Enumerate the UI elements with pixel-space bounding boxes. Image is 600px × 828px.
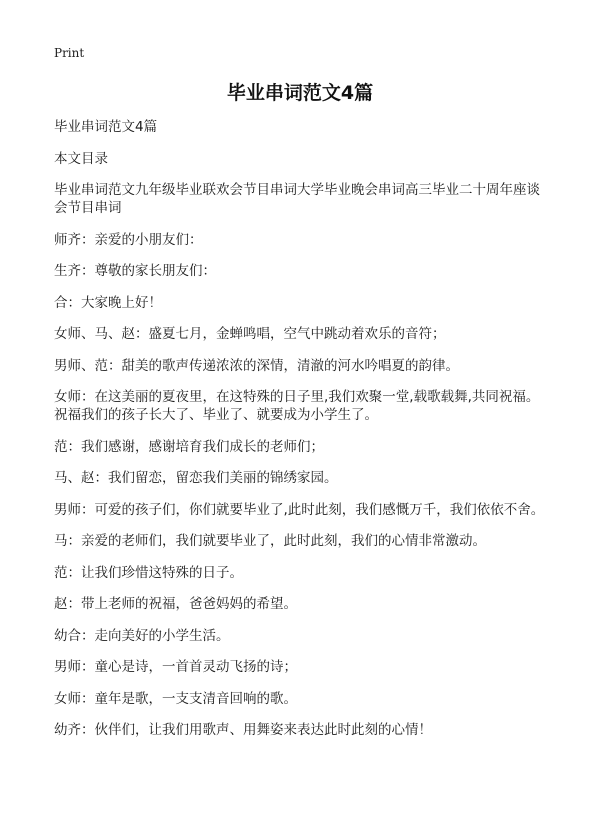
paragraph: 范：我们感谢，感谢培育我们成长的老师们； xyxy=(54,438,324,455)
paragraph: 女师、马、赵：盛夏七月，金蝉鸣唱，空气中跳动着欢乐的音符； xyxy=(54,326,446,342)
paragraph: 男师：可爱的孩子们，你们就要毕业了,此时此刻，我们感慨万千，我们依依不舍。 xyxy=(54,501,545,518)
document-title: 毕业串词范文4篇 xyxy=(226,82,374,104)
paragraph: 女师：童年是歌，一支支清音回响的歌。 xyxy=(54,690,297,707)
paragraph: 范：让我们珍惜这特殊的日子。 xyxy=(54,564,243,581)
paragraph-subtitle: 毕业串词范文4篇 xyxy=(54,119,158,135)
paragraph: 合：大家晚上好！ xyxy=(54,294,162,311)
paragraph: 幼齐：伙伴们，让我们用歌声、用舞姿来表达此时此刻的心情！ xyxy=(54,722,432,738)
paragraph: 生齐：尊敬的家长朋友们： xyxy=(54,263,216,279)
paragraph: 女师：在这美丽的夏夜里，在这特殊的日子里,我们欢聚一堂,载歌载舞,共同祝福。祝福我们的孩子长大了、毕业了、就要成为小学生了。 xyxy=(54,389,540,423)
paragraph: 幼合：走向美好的小学生活。 xyxy=(54,627,230,644)
paragraph: 赵：带上老师的祝福，爸爸妈妈的希望。 xyxy=(54,596,297,612)
paragraph: 马：亲爱的老师们，我们就要毕业了，此时此刻，我们的心情非常激动。 xyxy=(54,533,486,549)
paragraph-toc-list: 毕业串词范文九年级毕业联欢会节目串词大学毕业晚会串词高三毕业二十周年座谈会节目串词 xyxy=(54,182,540,216)
paragraph: 男师、范：甜美的歌声传递浓浓的深情，清澈的河水吟唱夏的韵律。 xyxy=(54,357,459,374)
paragraph: 师齐：亲爱的小朋友们： xyxy=(54,231,203,248)
paragraph: 马、赵：我们留恋，留恋我们美丽的锦绣家园。 xyxy=(54,470,338,486)
paragraph: 男师：童心是诗，一首首灵动飞扬的诗； xyxy=(54,659,297,675)
print-label: Print xyxy=(54,46,85,60)
paragraph-toc-heading: 本文目录 xyxy=(54,150,108,167)
document-body xyxy=(54,118,548,753)
